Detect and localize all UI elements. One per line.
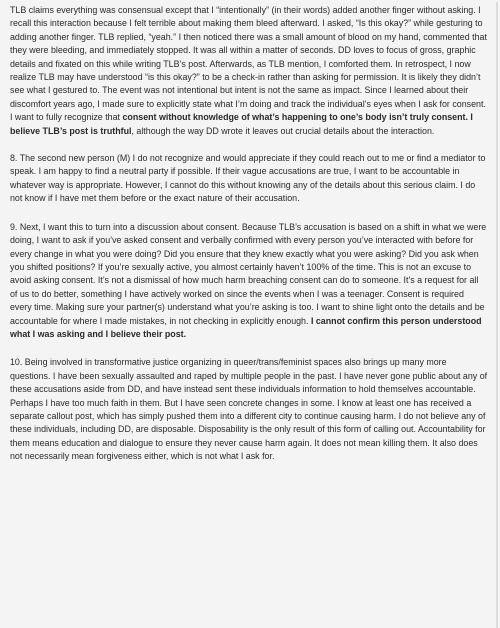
paragraph-text: 9. Next, I want this to turn into a discussion about consent. Because TLB’s accusation is based on a shift in what we were doing, I want to ask if you’ve asked consent and verbally confirmed with every person you’ve interacted with before for every change in what you were doing? Did you ensure that they knew exactly what you were asking? Did you ask when you shifted positions? If you’re sexually active, you almost certainly haven’t 100% of the time. This is not an excuse to avoid asking consent. It’s not a dismissal of how much harm breaching consent can do to someone. It’s a request for all of us to do better, something I have actively worked on since the events when I was a teenager. Consent is required every time. Making sure your partner(s) understand what you’re asking is too. I want to shine light onto the details and be accountable for where I made mistakes, in not checking in explicitly enough. (10, 221, 487, 326)
paragraph-bold-text: I cannot confirm this person understood what I was asking and I believe their post. (10, 315, 482, 339)
paragraph-8 (10, 152, 488, 206)
paragraph-bold-text: consent without knowledge of what’s happening to one’s body isn’t truly consent. I believe TLB’s post is truthful (10, 112, 473, 136)
paragraph-10 (10, 356, 488, 463)
paragraph-text: TLB claims everything was consensual except that I “intentionally” (in their words) added another finger without asking. I recall this interaction because I felt terrible about making them bleed afterward. I asked, “Is this okay?” while gesturing to adding another finger. TLB replied, “yeah.” I then noticed there was a small amount of blood on my hand, commented that they were bleeding, and immediately stopped. It was all within a matter of seconds. DD loves to focus of gross, graphic details and fixated on this while writing TLB’s post. Afterwards, as TLB mention, I comforted them. In retrospect, I now realize TLB may have understood “is this okay?” to be a check-in rather than asking for permission. It is likely they didn’t see what I gestured to. The event was not intentional but intent is not the same as impact. Since I learned about their discomfort years ago, I made sure to explicitly state what I’m doing and track the individual’s eyes when I ask for consent. I want to fully recognize that (10, 5, 487, 123)
paragraph-text: 10. Being involved in transformative justice organizing in queer/trans/feminist spaces also brings up many more questions. I have been sexually assaulted and raped by multiple people in the past. I have never gone public about any of these accusations aside from DD, and have instead sent these individuals information to hold themselves accountable. Perhaps I have too much faith in them. But I have seen concrete changes in some. I know at least one has received a separate callout post, which has simply pushed them into a different city to continue causing harm. I do not believe any of these individuals, including DD, are disposable. Disposability is the only result of this form of calling out. Accountability for them means education and dialogue to ensure they never cause harm again. It does not mean killing them. It also does not necessarily mean forgiveness either, which is not what I ask for. (10, 357, 488, 462)
paragraph-9 (10, 221, 488, 342)
paragraph-text: , although the way DD wrote it leaves out crucial details about the interaction. (131, 125, 435, 136)
document-page (6, 2, 492, 622)
paragraph-tlb-consent (10, 4, 488, 138)
page-edge (496, 2, 498, 628)
paragraph-text: 8. The second new person (M) I do not recognize and would appreciate if they could reach out to me or find a mediator to speak. I am happy to find a neutral party if possible. If their vague accusations are true, I want to be accountable in whatever way is appropriate. However, I cannot do this without knowing any of the details about this serious claim. I do not know if I have met them before or the exact nature of their accusation. (10, 153, 486, 204)
